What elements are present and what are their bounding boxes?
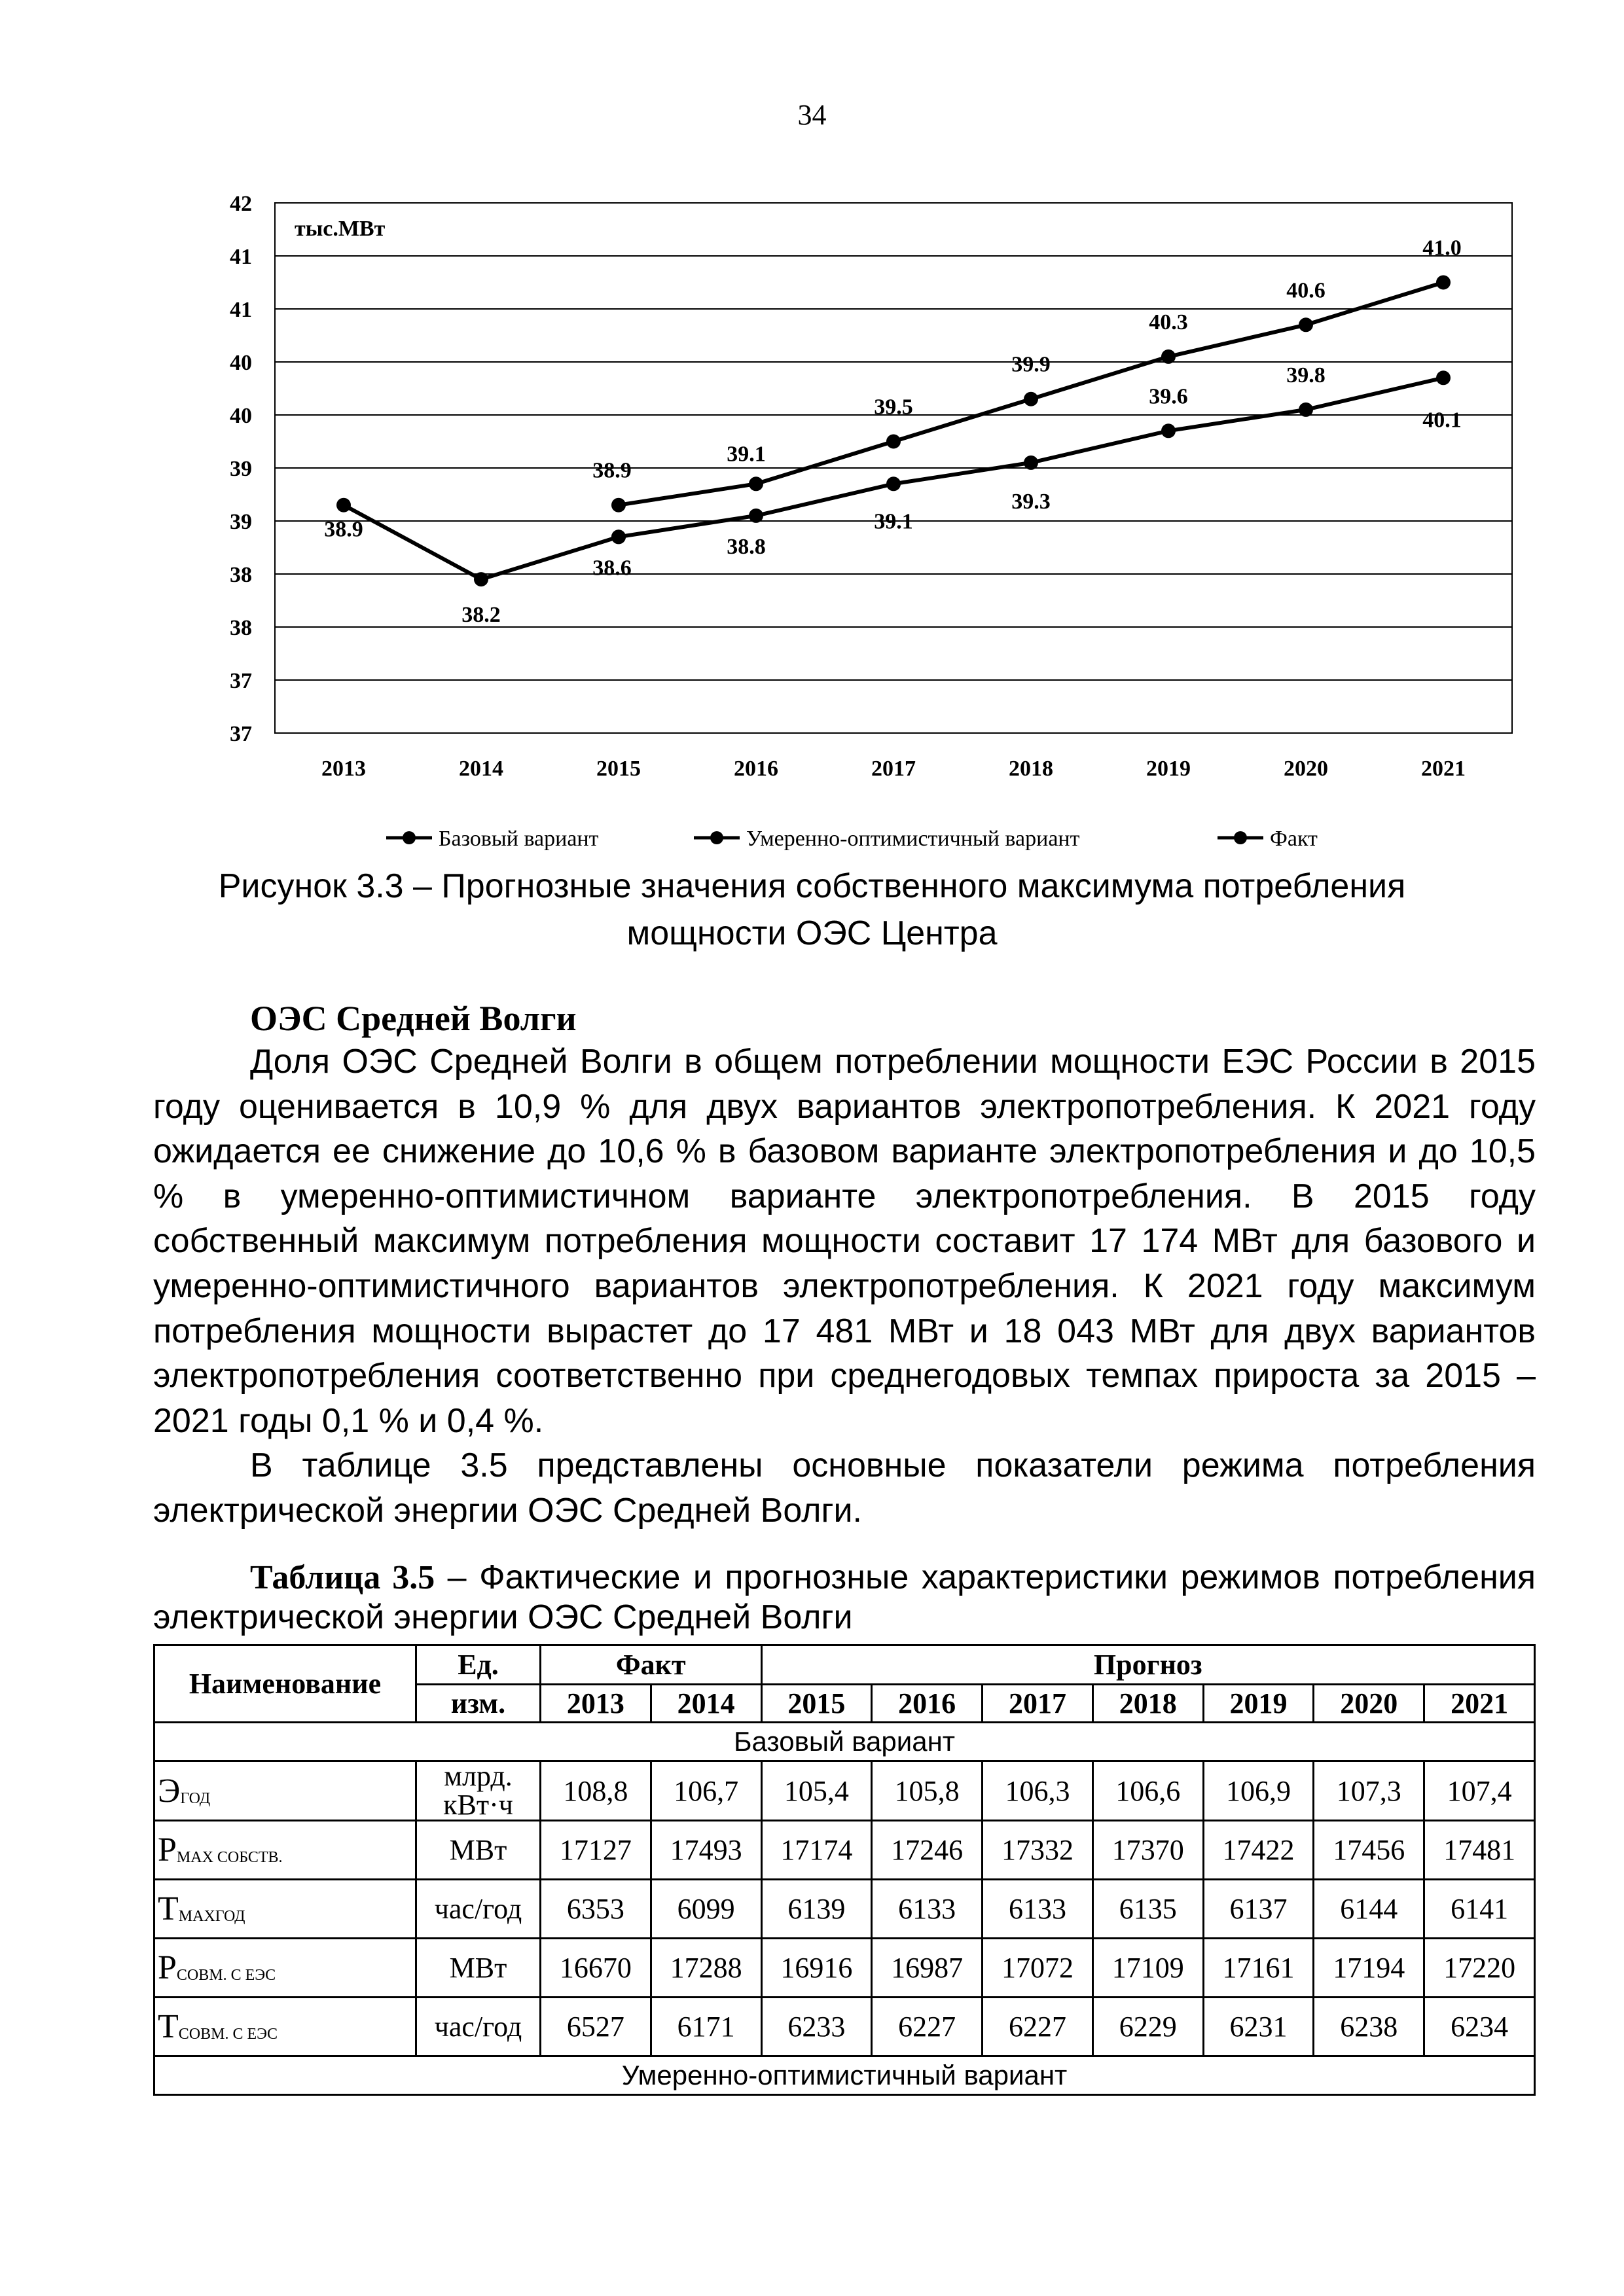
data-point (1024, 456, 1038, 470)
x-tick-label: 2020 (1284, 757, 1328, 781)
header-unit-line1: Ед. (416, 1645, 541, 1685)
table-cell: 17161 (1203, 1939, 1314, 1998)
table-row (154, 1821, 1535, 1880)
data-point (474, 572, 488, 586)
row-name-sub: СОВМ. С ЕЭС (176, 1967, 276, 1984)
row-name (154, 1998, 416, 2056)
table-cell: 106,3 (983, 1761, 1093, 1821)
table-cell: 6171 (651, 1998, 761, 2056)
data-point (749, 509, 763, 523)
data-label: 39.9 (1011, 352, 1051, 377)
table-caption (153, 1558, 1536, 1637)
header-year: 2021 (1424, 1685, 1535, 1723)
table-cell: 17481 (1424, 1821, 1535, 1880)
row-name-sub: СОВМ. С ЕЭС (178, 2026, 278, 2043)
table-cell: 17127 (541, 1821, 651, 1880)
data-point (611, 529, 626, 544)
row-unit-line1: млрд. (444, 1760, 513, 1792)
table-cell: 6238 (1314, 1998, 1424, 2056)
data-point (1299, 403, 1313, 417)
table-cell: 107,3 (1314, 1761, 1424, 1821)
data-point (1436, 276, 1451, 290)
variant-moderate-label: Умеренно-оптимистичный вариант (154, 2056, 1535, 2095)
table-cell: 106,7 (651, 1761, 761, 1821)
row-unit (416, 1821, 541, 1880)
legend-label: Факт (1270, 827, 1318, 851)
table-caption-label: Таблица 3.5 (250, 1559, 435, 1596)
header-year: 2020 (1314, 1685, 1424, 1723)
y-tick-label: 40 (230, 404, 252, 428)
legend-label: Умеренно-оптимистичный вариант (746, 827, 1080, 851)
x-tick-label: 2013 (321, 757, 366, 781)
table-cell: 105,8 (872, 1761, 983, 1821)
y-tick-label: 40 (230, 351, 252, 375)
table-cell: 17456 (1314, 1821, 1424, 1880)
row-unit (416, 1761, 541, 1821)
row-name (154, 1939, 416, 1998)
data-label: 39.1 (727, 442, 766, 467)
paragraph-2: В таблице 3.5 представлены основные показатели режима потребления электрической энергии ОЭС Средней Волги. (153, 1446, 1536, 1530)
data-point (1436, 370, 1451, 385)
table-cell: 6137 (1203, 1880, 1314, 1939)
variant-base-label: Базовый вариант (154, 1723, 1535, 1761)
table-cell: 17422 (1203, 1821, 1314, 1880)
line-chart (196, 183, 1538, 864)
row-unit (416, 1998, 541, 2056)
data-point (886, 476, 901, 491)
data-label: 38.9 (592, 458, 632, 483)
table-cell: 6527 (541, 1998, 651, 2056)
series-line (344, 505, 619, 579)
data-label: 38.2 (461, 603, 501, 628)
row-name-main: Т (158, 1890, 179, 1928)
table-cell: 6099 (651, 1880, 761, 1939)
header-fact: Факт (541, 1645, 762, 1685)
legend-label: Базовый вариант (439, 827, 599, 851)
figure-caption-line2: мощности ОЭС Центра (626, 914, 998, 952)
table-cell: 6227 (872, 1998, 983, 2056)
paragraph-1: Доля ОЭС Средней Волги в общем потреблении мощности ЕЭС России в 2015 году оценивается в 10,9 % для двух вариантов электропотребления. К 2021 году ожидается ее снижение до 10,6 % в базовом варианте электропотребления и до 10,5 % в умеренно-оптимистичном варианте электропотребления. В 2015 году собственный максимум потребления мощности составит 17 174 МВт для базового и умеренно-оптимистичного вариантов электропотребления. К 2021 году максимум потребления мощности вырастет до 17 481 МВт и 18 043 МВт для двух вариантов электропотребления соответственно при среднегодовых темпах прироста за 2015 – 2021 годы 0,1 % и 0,4 %. (153, 1043, 1536, 1440)
data-label: 39.3 (1011, 489, 1051, 514)
data-point (749, 476, 763, 491)
row-name-main: Э (158, 1772, 181, 1810)
data-point (1024, 392, 1038, 406)
table-cell: 17109 (1092, 1939, 1203, 1998)
header-unit-line2: изм. (416, 1685, 541, 1723)
table-cell: 17246 (872, 1821, 983, 1880)
header-year: 2017 (983, 1685, 1093, 1723)
y-tick-label: 38 (230, 563, 252, 587)
x-tick-label: 2014 (459, 757, 503, 781)
row-name-sub: MAX СОБСТВ. (176, 1849, 283, 1866)
x-tick-label: 2021 (1421, 757, 1466, 781)
x-tick-label: 2015 (596, 757, 641, 781)
data-label: 40.6 (1286, 278, 1326, 303)
table-cell: 17332 (983, 1821, 1093, 1880)
data-label: 39.5 (874, 395, 913, 420)
x-tick-label: 2017 (871, 757, 916, 781)
figure-caption (0, 863, 1624, 957)
table-cell: 17493 (651, 1821, 761, 1880)
y-tick-label: 42 (230, 192, 252, 216)
table-cell: 106,6 (1092, 1761, 1203, 1821)
table-cell: 6133 (872, 1880, 983, 1939)
header-year: 2019 (1203, 1685, 1314, 1723)
table-cell: 6135 (1092, 1880, 1203, 1939)
row-name-sub: ГОД (180, 1789, 211, 1807)
table-cell: 17288 (651, 1939, 761, 1998)
header-name: Наименование (154, 1645, 416, 1723)
y-tick-label: 39 (230, 510, 252, 534)
data-label: 39.1 (874, 509, 913, 534)
row-unit (416, 1939, 541, 1998)
table-cell: 16670 (541, 1939, 651, 1998)
header-year: 2013 (541, 1685, 651, 1723)
figure-caption-line1: Рисунок 3.3 – Прогнозные значения собственного максимума потребления (218, 867, 1406, 905)
table-cell: 17194 (1314, 1939, 1424, 1998)
table-cell: 16916 (761, 1939, 872, 1998)
row-unit-line1: МВт (449, 1951, 507, 1984)
header-year: 2016 (872, 1685, 983, 1723)
row-name-main: Р (158, 1831, 177, 1869)
row-unit (416, 1880, 541, 1939)
table-caption-text: – Фактические и прогнозные характеристики режимов потребления электрической энергии ОЭС Средней Волги (153, 1558, 1536, 1636)
table-cell: 17220 (1424, 1939, 1535, 1998)
header-forecast: Прогноз (761, 1645, 1534, 1685)
table-cell: 106,9 (1203, 1761, 1314, 1821)
section-heading: ОЭС Средней Волги (250, 999, 577, 1038)
data-point (611, 498, 626, 512)
row-unit-line1: час/год (434, 2010, 522, 2043)
data-point (336, 498, 351, 512)
y-tick-label: 41 (230, 298, 252, 322)
data-point (1161, 423, 1176, 438)
table-cell: 6141 (1424, 1880, 1535, 1939)
row-name (154, 1761, 416, 1821)
table-cell: 16987 (872, 1939, 983, 1998)
table-cell: 6229 (1092, 1998, 1203, 2056)
table-row (154, 1939, 1535, 1998)
data-label: 40.1 (1422, 408, 1462, 433)
x-tick-label: 2018 (1009, 757, 1053, 781)
table-cell: 6144 (1314, 1880, 1424, 1939)
data-label: 38.9 (324, 517, 363, 542)
header-year: 2014 (651, 1685, 761, 1723)
x-tick-label: 2019 (1146, 757, 1191, 781)
data-label: 40.3 (1149, 310, 1188, 334)
body-text (153, 1039, 1536, 1534)
legend-marker (403, 831, 416, 844)
header-year: 2018 (1092, 1685, 1203, 1723)
x-tick-label: 2016 (734, 757, 778, 781)
row-name-main: Р (158, 1949, 177, 1986)
row-unit-line1: МВт (449, 1833, 507, 1866)
table-cell: 108,8 (541, 1761, 651, 1821)
data-label: 38.8 (727, 534, 766, 559)
table-cell: 6353 (541, 1880, 651, 1939)
table-cell: 17072 (983, 1939, 1093, 1998)
data-label: 38.6 (592, 556, 632, 581)
table-cell: 6139 (761, 1880, 872, 1939)
data-label: 41.0 (1422, 236, 1462, 260)
table-cell: 105,4 (761, 1761, 872, 1821)
table-cell: 17174 (761, 1821, 872, 1880)
table-cell: 6234 (1424, 1998, 1535, 2056)
table-row (154, 1998, 1535, 2056)
y-tick-label: 41 (230, 245, 252, 269)
row-unit-line1: час/год (434, 1892, 522, 1925)
table-cell: 6133 (983, 1880, 1093, 1939)
legend-marker (1234, 831, 1247, 844)
table-row (154, 1880, 1535, 1939)
table-cell: 107,4 (1424, 1761, 1535, 1821)
data-table (153, 1644, 1536, 2096)
data-label: 39.8 (1286, 363, 1326, 387)
table-cell: 6233 (761, 1998, 872, 2056)
row-name-sub: MAXГОД (178, 1908, 245, 1925)
chart-unit-label: тыс.МВт (295, 217, 386, 241)
table-cell: 6227 (983, 1998, 1093, 2056)
data-point (886, 435, 901, 449)
row-name (154, 1880, 416, 1939)
data-point (1161, 350, 1176, 364)
y-tick-label: 39 (230, 457, 252, 481)
y-tick-label: 37 (230, 669, 252, 693)
table-row (154, 1761, 1535, 1821)
y-tick-label: 37 (230, 722, 252, 746)
legend-marker (710, 831, 723, 844)
y-tick-label: 38 (230, 616, 252, 640)
row-name (154, 1821, 416, 1880)
table-cell: 6231 (1203, 1998, 1314, 2056)
header-year: 2015 (761, 1685, 872, 1723)
table-cell: 17370 (1092, 1821, 1203, 1880)
page-number: 34 (797, 99, 827, 131)
data-label: 39.6 (1149, 384, 1188, 409)
data-point (1299, 317, 1313, 332)
row-unit-line2: кВт·ч (443, 1789, 513, 1821)
row-name-main: Т (158, 2008, 179, 2045)
